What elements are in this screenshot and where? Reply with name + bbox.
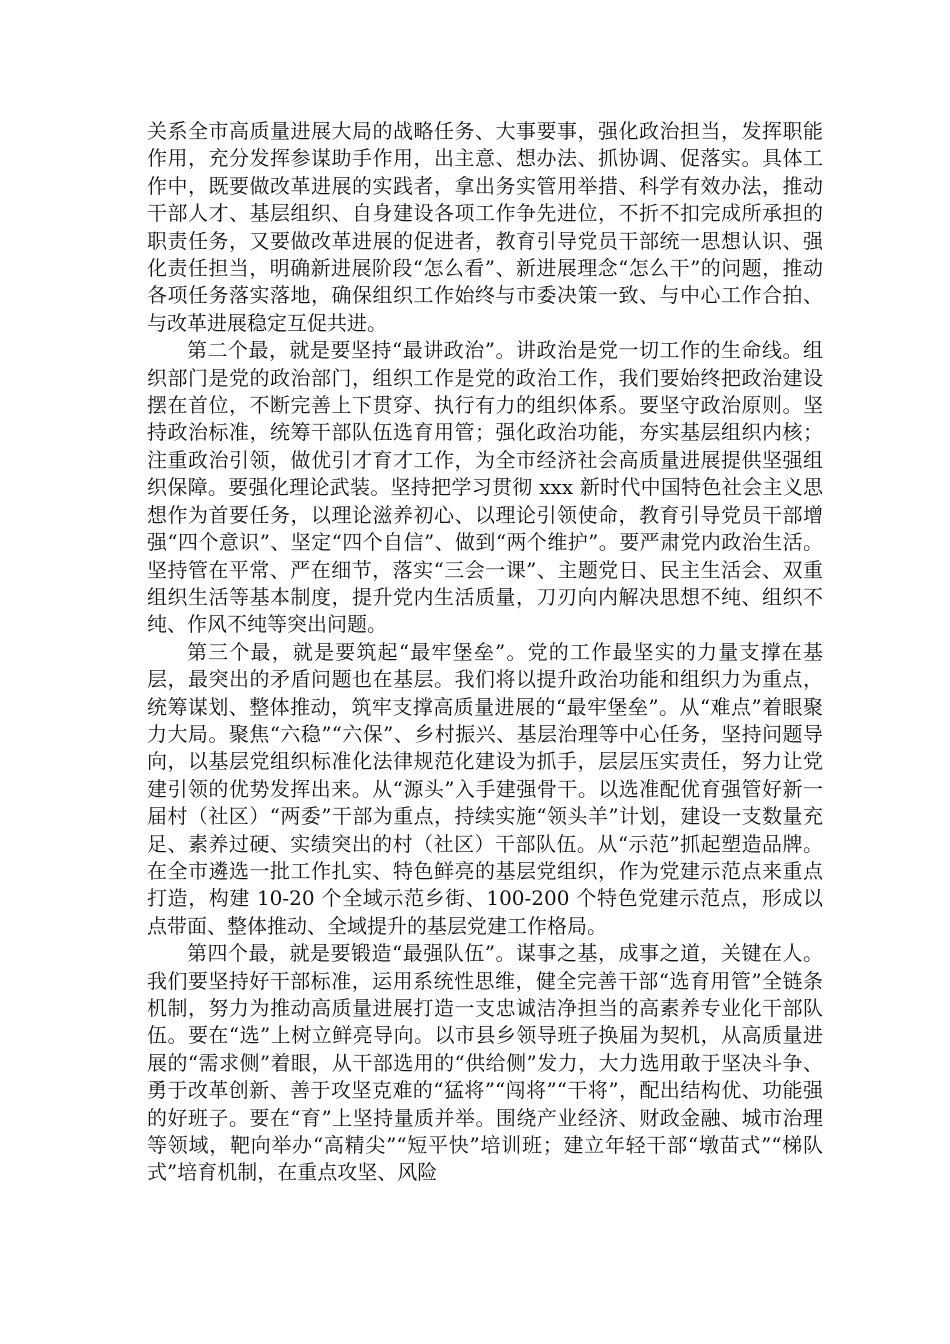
paragraph-1: 关系全市高质量进展大局的战略任务、大事要事，强化政治担当，发挥职能作用，充分发挥参谋助手作用，出主意、想办法、抓协调、促落实。具体工作中，既要做改革进展的实践者，拿出务实管用举措、科学有效办法，推动干部人才、基层组织、自身建设各项工作争先进位，不折不扣完成所承担的职责任务，又要做改革进展的促进者，教育引导党员干部统一思想认识、强化责任担当，明确新进展阶段“怎么看”、新进展理念“怎么干”的问题，推动各项任务落实落地，确保组织工作始终与市委决策一致、与中心工作合拍、与改革进展稳定互促共进。	[147, 119, 823, 335]
paragraph-3: 第三个最，就是要筑起“最牢堡垒”。党的工作最坚实的力量支撑在基层，最突出的矛盾问题也在基层。我们将以提升政治功能和组织力为重点，统筹谋划、整体推动，筑牢支撑高质量进展的“最牢堡垒”。从“难点”着眼聚力大局。聚焦“六稳”“六保”、乡村振兴、基层治理等中心任务，坚持问题导向，以基层党组织标准化法律规范化建设为抓手，层层压实责任，努力让党建引领的优势发挥出来。从“源头”入手建强骨干。以选准配优育强管好新一届村（社区）“两委”干部为重点，持续实施“领头羊”计划，建设一支数量充足、素养过硬、实绩突出的村（社区）干部队伍。从“示范”抓起塑造品牌。在全市遴选一批工作扎实、特色鲜亮的基层党组织，作为党建示范点来重点打造，构建 10-20 个全域示范乡街、100-200 个特色党建示范点，形成以点带面、整体推动、全域提升的基层党建工作格局。	[147, 639, 823, 938]
paragraph-2: 第二个最，就是要坚持“最讲政治”。讲政治是党一切工作的生命线。组织部门是党的政治部门，组织工作是党的政治工作，我们要始终把政治建设摆在首位，不断完善上下贯穿、执行有力的组织体系。要坚守政治原则。坚持政治标准，统筹干部队伍选育用管；强化政治功能，夯实基层组织内核；注重政治引领，做优引才育才工作，为全市经济社会高质量进展提供坚强组织保障。要强化理论武装。坚持把学习贯彻 xxx 新时代中国特色社会主义思想作为首要任务，以理论滋养初心、以理论引领使命，教育引导党员干部增强“四个意识”、坚定“四个自信”、做到“两个维护”。要严肃党内政治生活。坚持管在平常、严在细节，落实“三会一课”、主题党日、民主生活会、双重组织生活等基本制度，提升党内生活质量，刀刃向内解决思想不纯、组织不纯、作风不纯等突出问题。	[147, 338, 823, 637]
paragraph-4: 第四个最，就是要锻造“最强队伍”。谋事之基，成事之道，关键在人。我们要坚持好干部标准，运用系统性思维，健全完善干部“选育用管”全链条机制，努力为推动高质量进展打造一支忠诚洁净担当的高素养专业化干部队伍。要在“选”上树立鲜亮导向。以市县乡领导班子换届为契机，从高质量进展的“需求侧”着眼，从干部选用的“供给侧”发力，大力选用敢于坚决斗争、勇于改革创新、善于攻坚克难的“猛将”“闯将”“干将”，配出结构优、功能强的好班子。要在“育”上坚持量质并举。围绕产业经济、财政金融、城市治理等领域，靶向举办“高精尖”“短平快”培训班；建立年轻干部“墩苗式”“梯队式”培育机制，在重点攻坚、风险	[147, 941, 823, 1185]
document-body	[147, 118, 823, 1187]
